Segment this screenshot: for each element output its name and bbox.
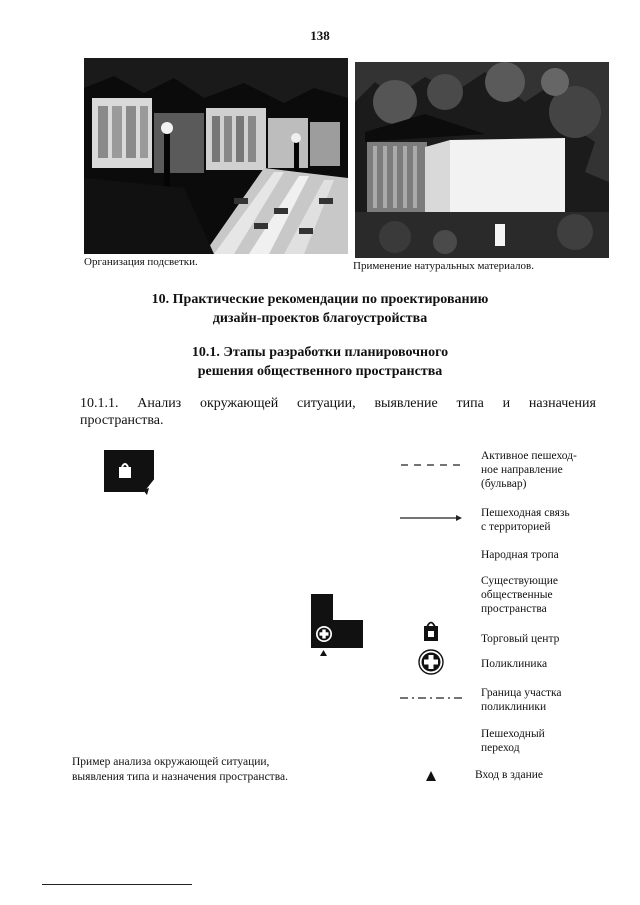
paragraph-word: ситуации, <box>297 396 356 411</box>
footnote-rule <box>42 884 192 885</box>
legend-folk-path: Народная тропа <box>481 549 559 561</box>
paragraph-word: Анализ <box>137 396 182 411</box>
shopping-bag-icon <box>104 450 154 492</box>
legend-entrance: Вход в здание <box>475 769 543 781</box>
clinic-map-marker <box>311 594 367 650</box>
page-number: 138 <box>310 28 330 43</box>
dash-dot-line-icon <box>394 684 468 712</box>
subsection-title-line1: 10.1. Этапы разработки планировочного <box>191 345 449 360</box>
paragraph-word: 10.1.1. <box>80 396 119 411</box>
legend-clinic-boundary: Граница участка поликлиники <box>481 687 562 713</box>
legend-pedestrian-link: Пешеходная связь с территорией <box>481 507 570 533</box>
paragraph-word: окружающей <box>199 396 279 411</box>
shopping-bag-icon <box>394 617 468 645</box>
section-title-line2: дизайн-проектов благоустройства <box>212 311 428 326</box>
triangle-icon <box>320 650 327 656</box>
medical-cross-icon <box>394 648 468 676</box>
legend-existing-public: Существующие общественные пространства <box>481 575 559 615</box>
natural-materials-photo-caption: Применение натуральных материалов. <box>353 260 534 272</box>
paragraph-word: и <box>502 396 511 411</box>
natural-materials-photo <box>355 62 609 258</box>
triangle-icon <box>394 762 468 790</box>
legend-active-pedestrian: Активное пешеход- ное направление (бульвар) <box>481 450 577 490</box>
paragraph-word: выявление <box>374 396 438 411</box>
lighting-photo <box>84 58 348 254</box>
legend-shopping-center: Торговый центр <box>481 633 560 645</box>
lighting-photo-caption: Организация подсветки. <box>84 256 198 268</box>
paragraph-line1 <box>80 395 596 412</box>
section-title <box>0 290 640 328</box>
shopping-center-map-marker <box>104 450 154 492</box>
section-title-line1: 10. Практические рекомендации по проектированию <box>151 292 489 307</box>
figure-caption: Пример анализа окружающей ситуации, выявления типа и назначения пространства. <box>72 756 288 783</box>
triangle-icon <box>143 488 151 496</box>
legend-crosswalk: Пешеходный переход <box>481 728 545 754</box>
legend-clinic: Поликлиника <box>481 658 548 670</box>
paragraph-word: типа <box>456 396 484 411</box>
paragraph-10-1-1 <box>80 395 596 429</box>
paragraph-line2: пространства. <box>80 413 164 428</box>
subsection-title-line2: решения общественного пространства <box>197 364 443 379</box>
arrow-line-icon <box>394 504 468 532</box>
paragraph-word: назначения <box>528 396 596 411</box>
dashed-line-icon <box>394 451 468 479</box>
subsection-title <box>0 343 640 381</box>
